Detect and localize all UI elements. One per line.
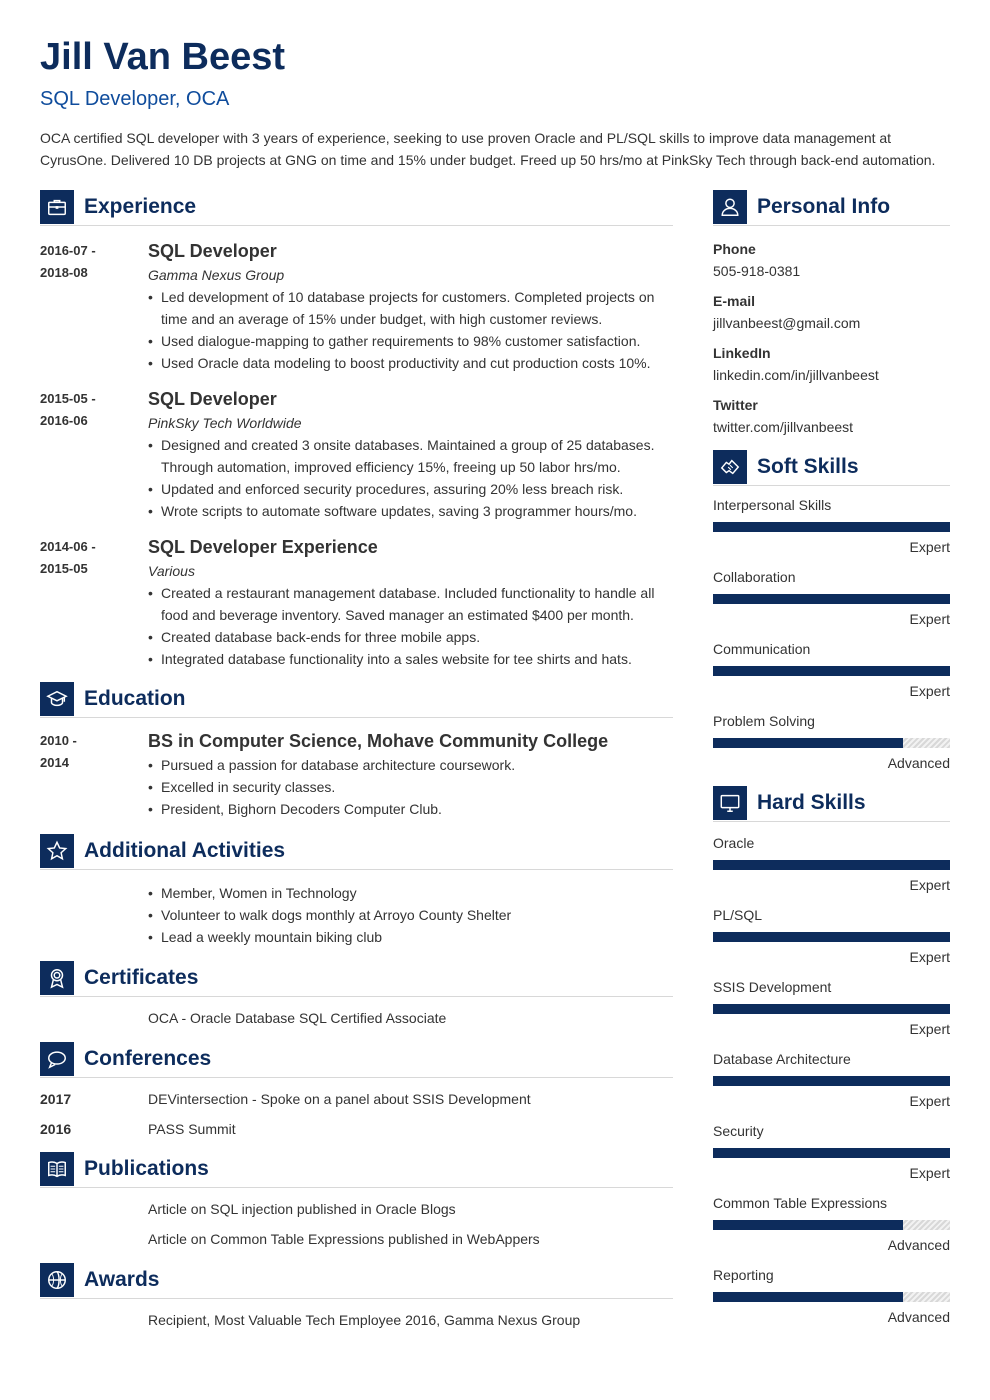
bullet-item: • Designed and created 3 onsite databases. Maintained a group of 25 databases. Through automation, improved efficiency 15%, freeing up 50 labor hrs/mo. <box>148 434 673 478</box>
skill-bar <box>713 1292 950 1302</box>
skill-item <box>713 1264 950 1328</box>
job-org: Gamma Nexus Group <box>148 267 285 283</box>
personal-info-header <box>713 190 950 226</box>
skill-level: Expert <box>909 683 950 699</box>
entry-date-empty <box>40 1228 148 1250</box>
experience-header <box>40 190 673 226</box>
skill-level: Expert <box>909 877 950 893</box>
entry-body <box>148 882 673 948</box>
skill-bar-fill <box>713 1148 950 1158</box>
skill-level: Advanced <box>887 1309 950 1325</box>
entry-body <box>148 730 673 820</box>
publications-section <box>40 1152 673 1250</box>
skill-item <box>713 904 950 968</box>
entry-date <box>40 240 148 374</box>
entry-date-empty <box>40 1198 148 1220</box>
award-item: Recipient, Most Valuable Tech Employee 2016, Gamma Nexus Group <box>148 1312 581 1328</box>
awards-header <box>40 1263 673 1299</box>
skill-item <box>713 1192 950 1256</box>
soft-skills-title: Soft Skills <box>757 454 859 478</box>
person-icon <box>713 190 747 224</box>
job-org: PinkSky Tech Worldwide <box>148 415 302 431</box>
bullet-item: • Excelled in security classes. <box>148 776 673 798</box>
skill-item <box>713 1120 950 1184</box>
right-column <box>713 190 950 1328</box>
skill-bar <box>713 1148 950 1158</box>
email-value: jillvanbeest@gmail.com <box>713 315 861 331</box>
bullet-item: • Created a restaurant management database. Included functionality to handle all food and beverage inventory. Saved manager an estimated $400 per month. <box>148 582 673 626</box>
skill-level: Expert <box>909 1165 950 1181</box>
skill-name: Reporting <box>713 1267 774 1283</box>
entry-date <box>40 730 148 820</box>
publications-header <box>40 1152 673 1188</box>
bullet-item: • Wrote scripts to automate software updates, saving 3 programmer hours/mo. <box>148 500 673 522</box>
personal-info-fields <box>713 238 950 438</box>
skill-level: Expert <box>909 611 950 627</box>
skill-name: Collaboration <box>713 569 796 585</box>
phone-label: Phone <box>713 241 756 257</box>
resume-job-title: SQL Developer, OCA <box>40 88 230 110</box>
entry-body <box>148 536 673 670</box>
certificates-section <box>40 961 673 1029</box>
experience-entry <box>40 388 673 522</box>
date-start: 2010 - <box>40 733 77 748</box>
skill-bar <box>713 522 950 532</box>
graduation-cap-icon <box>40 682 74 716</box>
conference-year: 2016 <box>40 1121 72 1137</box>
email-label: E-mail <box>713 293 756 309</box>
skill-bar-fill <box>713 738 903 748</box>
skill-bar-fill <box>713 932 950 942</box>
publications-title: Publications <box>84 1156 209 1180</box>
twitter-value: twitter.com/jillvanbeest <box>713 419 854 435</box>
date-end: 2015-05 <box>40 561 88 576</box>
experience-entry <box>40 536 673 670</box>
certificate-row <box>40 1007 673 1029</box>
bullet-item: • Member, Women in Technology <box>148 882 673 904</box>
entry-date-empty <box>40 882 148 948</box>
skill-level: Advanced <box>887 755 950 771</box>
conferences-title: Conferences <box>84 1046 212 1070</box>
left-column <box>40 190 673 1331</box>
bullet-item: • Lead a weekly mountain biking club <box>148 926 673 948</box>
job-bullets <box>148 286 673 374</box>
monitor-icon <box>713 786 747 820</box>
experience-section <box>40 190 673 670</box>
speech-bubble-icon <box>40 1042 74 1076</box>
briefcase-icon <box>40 190 74 224</box>
skill-bar-fill <box>713 666 950 676</box>
skill-bar-fill <box>713 1004 950 1014</box>
book-icon <box>40 1152 74 1186</box>
bullet-item: • Used Oracle data modeling to boost productivity and cut production costs 10%. <box>148 352 673 374</box>
skill-bar <box>713 666 950 676</box>
education-header <box>40 682 673 718</box>
hard-skills-list <box>713 832 950 1328</box>
publication-row <box>40 1228 673 1250</box>
experience-title: Experience <box>84 194 197 218</box>
skill-level: Expert <box>909 539 950 555</box>
activities-bullets <box>148 882 673 948</box>
conferences-section <box>40 1042 673 1140</box>
skill-bar <box>713 1076 950 1086</box>
awards-title: Awards <box>84 1267 160 1291</box>
entry-date <box>40 536 148 670</box>
skill-bar <box>713 1004 950 1014</box>
bullet-item: • Pursued a passion for database architecture coursework. <box>148 754 673 776</box>
skill-level: Advanced <box>887 1237 950 1253</box>
job-role: SQL Developer <box>148 389 277 409</box>
skill-name: Communication <box>713 641 811 657</box>
skill-level: Expert <box>909 1093 950 1109</box>
bullet-item: • Integrated database functionality into a sales website for tee shirts and hats. <box>148 648 673 670</box>
twitter-label: Twitter <box>713 397 758 413</box>
hard-skills-title: Hard Skills <box>757 790 866 814</box>
publication-row <box>40 1198 673 1220</box>
job-org: Various <box>148 563 195 579</box>
resume-name: Jill Van Beest <box>40 36 286 78</box>
skill-item <box>713 1048 950 1112</box>
soft-skills-section <box>713 450 950 774</box>
skill-item <box>713 638 950 702</box>
job-role: SQL Developer Experience <box>148 537 378 557</box>
education-entry <box>40 730 673 820</box>
bullet-item: • Used dialogue-mapping to gather requirements to 98% customer satisfaction. <box>148 330 673 352</box>
ball-icon <box>40 1263 74 1297</box>
entry-date <box>40 388 148 522</box>
entry-body <box>148 240 673 374</box>
awards-section <box>40 1263 673 1331</box>
entry-body <box>148 388 673 522</box>
experience-entry <box>40 240 673 374</box>
date-start: 2015-05 - <box>40 391 96 406</box>
skill-name: SSIS Development <box>713 979 832 995</box>
linkedin-value: linkedin.com/in/jillvanbeest <box>713 367 879 383</box>
resume-summary: OCA certified SQL developer with 3 years of experience, seeking to use proven Oracle and PL/SQL skills to improve data management at CyrusOne. Delivered 10 DB projects at GNG on time and 15% under budget. Freed up 50 hrs/mo at PinkSky Tech through back-end automation. <box>40 130 936 168</box>
education-section <box>40 682 673 820</box>
conference-row <box>40 1118 673 1140</box>
skill-bar-fill <box>713 522 950 532</box>
bullet-item: • Created database back-ends for three mobile apps. <box>148 626 673 648</box>
skill-bar-fill <box>713 1220 903 1230</box>
certificates-header <box>40 961 673 997</box>
bullet-item: • Updated and enforced security procedures, assuring 20% less breach risk. <box>148 478 673 500</box>
skill-bar <box>713 1220 950 1230</box>
skill-bar <box>713 594 950 604</box>
publication-item: Article on Common Table Expressions published in WebAppers <box>148 1231 540 1247</box>
bullet-item: • President, Bighorn Decoders Computer Club. <box>148 798 673 820</box>
degree-title: BS in Computer Science, Mohave Community College <box>148 731 609 751</box>
date-start: 2014-06 - <box>40 539 96 554</box>
skill-bar-fill <box>713 594 950 604</box>
soft-skills-header <box>713 450 950 486</box>
personal-info-section <box>713 190 950 438</box>
skill-level: Expert <box>909 949 950 965</box>
skill-bar-fill <box>713 860 950 870</box>
certificates-title: Certificates <box>84 965 199 989</box>
skill-name: Common Table Expressions <box>713 1195 888 1211</box>
skill-name: Interpersonal Skills <box>713 497 832 513</box>
conference-row <box>40 1088 673 1110</box>
skill-name: Security <box>713 1123 764 1139</box>
linkedin-label: LinkedIn <box>713 345 771 361</box>
skill-bar <box>713 860 950 870</box>
skill-item <box>713 832 950 896</box>
bullet-item: • Led development of 10 database projects for customers. Completed projects on time and an average of 15% under budget, with high customer reviews. <box>148 286 673 330</box>
skill-item <box>713 566 950 630</box>
date-start: 2016-07 - <box>40 243 96 258</box>
entry-date-empty <box>40 1007 148 1029</box>
skill-bar-fill <box>713 1292 903 1302</box>
personal-info-title: Personal Info <box>757 194 891 218</box>
publication-item: Article on SQL injection published in Oracle Blogs <box>148 1201 456 1217</box>
hard-skills-header <box>713 786 950 822</box>
handshake-icon <box>713 450 747 484</box>
award-row <box>40 1309 673 1331</box>
entry-date-empty <box>40 1309 148 1331</box>
skill-item <box>713 494 950 558</box>
conference-text: PASS Summit <box>148 1121 236 1137</box>
skill-bar <box>713 932 950 942</box>
skill-level: Expert <box>909 1021 950 1037</box>
activities-entry <box>40 882 673 948</box>
activities-section <box>40 834 673 948</box>
certificate-item: OCA - Oracle Database SQL Certified Associate <box>148 1010 447 1026</box>
conference-year: 2017 <box>40 1091 72 1107</box>
skill-name: Database Architecture <box>713 1051 851 1067</box>
conference-text: DEVintersection - Spoke on a panel about SSIS Development <box>148 1091 531 1107</box>
date-end: 2018-08 <box>40 265 88 280</box>
skill-name: PL/SQL <box>713 907 763 923</box>
ribbon-icon <box>40 961 74 995</box>
skill-bar <box>713 738 950 748</box>
activities-title: Additional Activities <box>84 838 286 862</box>
bullet-item: • Volunteer to walk dogs monthly at Arroyo County Shelter <box>148 904 673 926</box>
skill-name: Oracle <box>713 835 755 851</box>
activities-header <box>40 834 673 870</box>
skill-item <box>713 710 950 774</box>
date-end: 2016-06 <box>40 413 88 428</box>
education-bullets <box>148 754 673 820</box>
education-title: Education <box>84 686 186 710</box>
conferences-header <box>40 1042 673 1078</box>
hard-skills-section <box>713 786 950 1328</box>
phone-value: 505-918-0381 <box>713 263 801 279</box>
job-bullets <box>148 434 673 522</box>
job-bullets <box>148 582 673 670</box>
skill-bar-fill <box>713 1076 950 1086</box>
soft-skills-list <box>713 494 950 774</box>
date-end: 2014 <box>40 755 69 770</box>
skill-item <box>713 976 950 1040</box>
skill-name: Problem Solving <box>713 713 815 729</box>
star-icon <box>40 834 74 868</box>
job-role: SQL Developer <box>148 241 277 261</box>
